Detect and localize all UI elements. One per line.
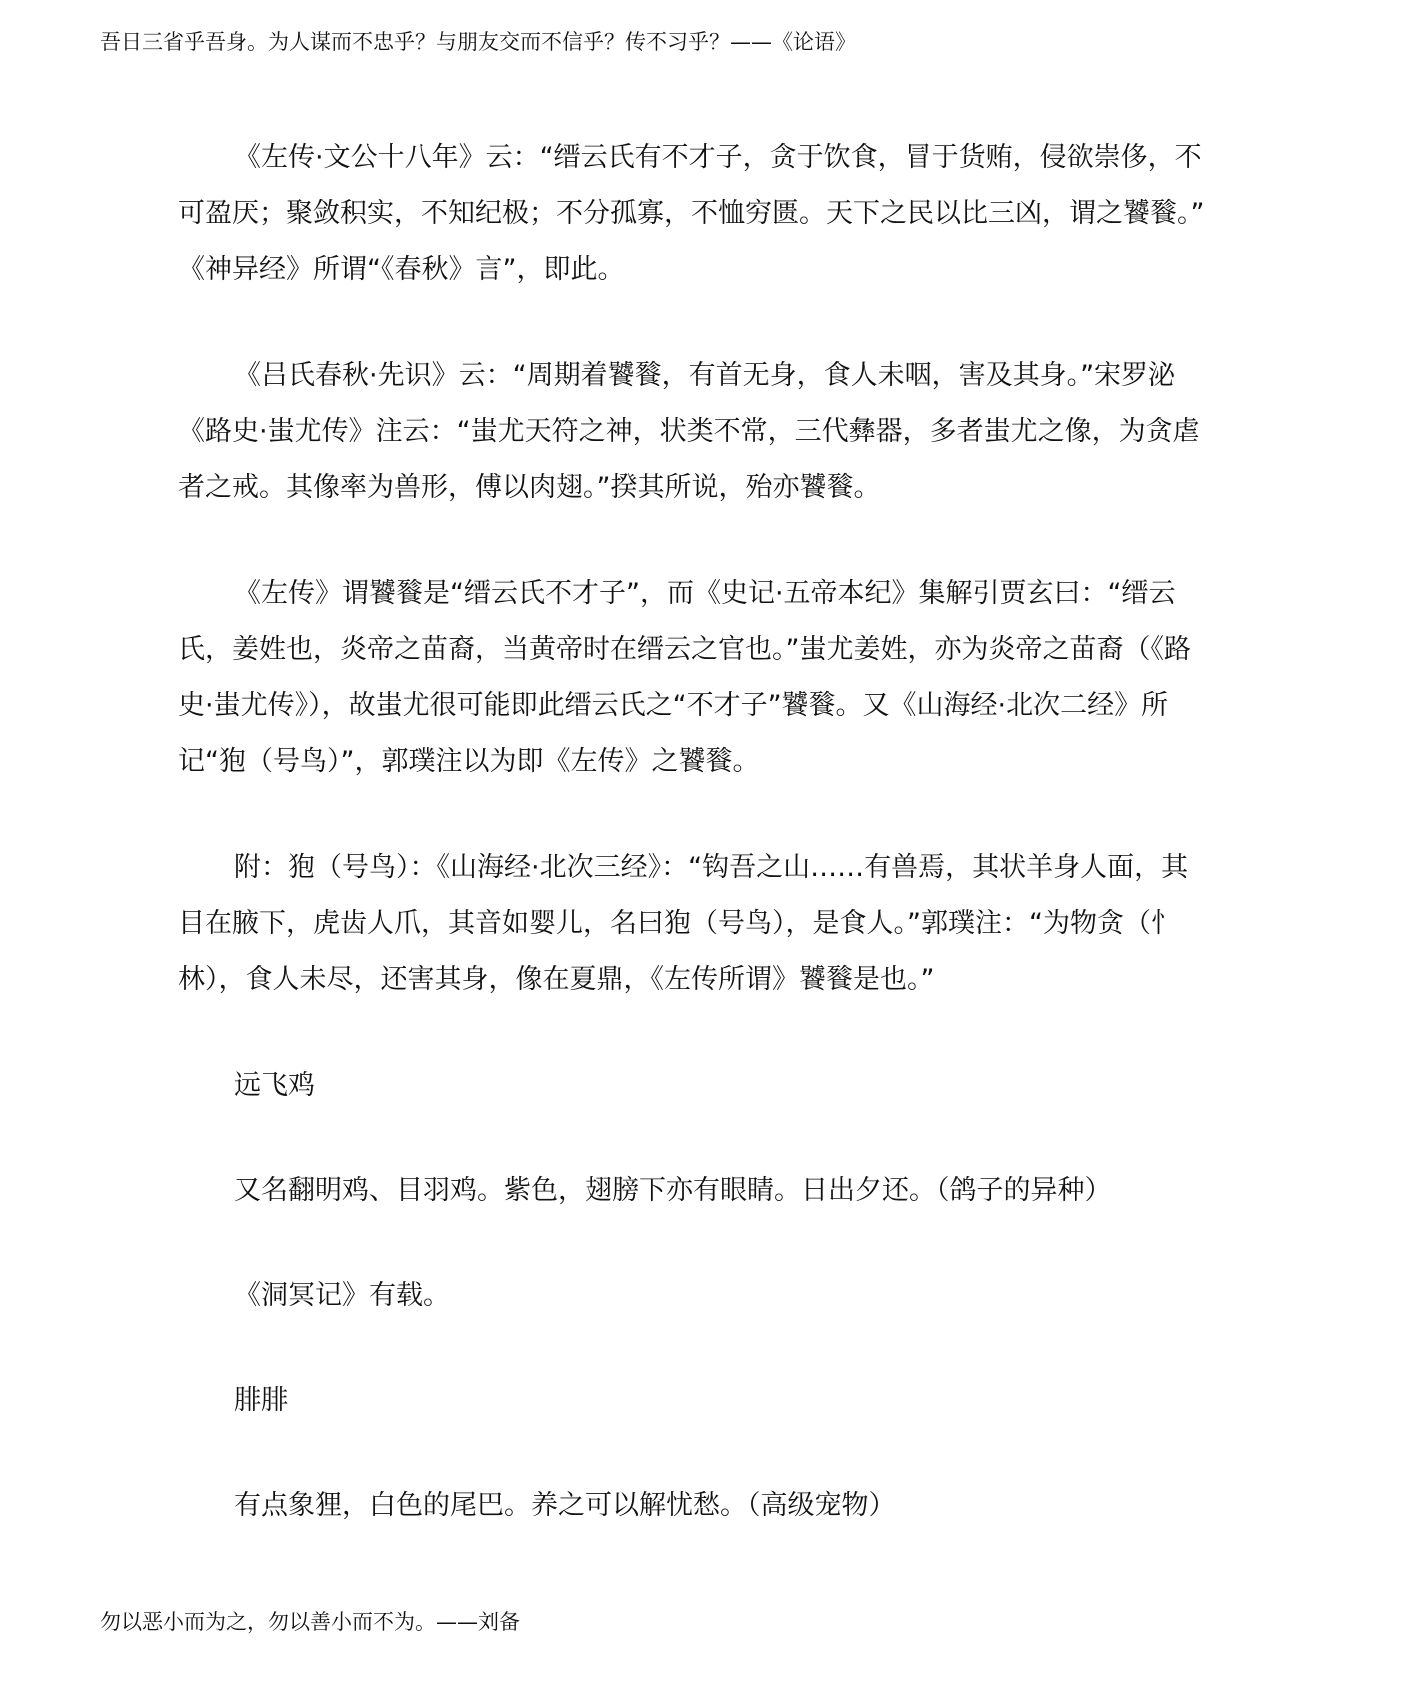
entry-description-yuanfeiji: [178, 1163, 1258, 1219]
paragraph-line: 《吕氏春秋·先识》云：“周期着饕餮，有首无身，食人未咽，害及其身。”宋罗泌: [234, 360, 1176, 391]
entry-text: 又名翻明鸡、目羽鸡。紫色，翅膀下亦有眼睛。日出夕还。（鸽子的异种）: [234, 1175, 1112, 1206]
entry-heading-feifei: [178, 1373, 1258, 1429]
paragraph-line: 记“狍（号鸟）”，郭璞注以为即《左传》之饕餮。: [178, 746, 760, 777]
entry-text: 《洞冥记》有载。: [234, 1280, 450, 1311]
entry-text: 有点象狸，白色的尾巴。养之可以解忧愁。（高级宠物）: [234, 1490, 896, 1521]
paragraph-line: 林），食人未尽，还害其身，像在夏鼎，《左传所谓》饕餮是也。”: [178, 964, 935, 995]
paragraph-line: 者之戒。其像率为兽形，傅以肉翅。”揆其所说，殆亦饕餮。: [178, 472, 881, 503]
entry-heading-yuanfeiji: [178, 1058, 1258, 1114]
paragraph-line: 《神异经》所谓“《春秋》言”，即此。: [178, 254, 625, 285]
paragraph-appendix-paoxiao: [178, 840, 1258, 1008]
header-quote: 吾日三省乎吾身。为人谋而不忠乎？与朋友交而不信乎？传不习乎？——《论语》: [100, 30, 856, 54]
paragraph-line: 《左传·文公十八年》云：“缙云氏有不才子，贪于饮食，冒于货贿，侵欲崇侈，不: [234, 142, 1202, 173]
paragraph-line: 可盈厌；聚敛积实，不知纪极；不分孤寡，不恤穷匮。天下之民以比三凶，谓之饕餮。”: [178, 198, 1205, 229]
paragraph-lvshi-chunqiu: [178, 348, 1258, 516]
paragraph-jinyunshi: [178, 566, 1258, 790]
paragraph-line: 史·蚩尤传》），故蚩尤很可能即此缙云氏之“不才子”饕餮。又《山海经·北次二经》所: [178, 690, 1169, 721]
paragraph-zuozhuan-wengong: [178, 130, 1258, 298]
paragraph-line: 附：狍（号鸟）：《山海经·北次三经》：“钩吾之山……有兽焉，其状羊身人面，其: [234, 852, 1189, 883]
entry-heading: 腓腓: [234, 1385, 288, 1416]
paragraph-line: 氏，姜姓也，炎帝之苗裔，当黄帝时在缙云之官也。”蚩尤姜姓，亦为炎帝之苗裔（《路: [178, 634, 1191, 665]
paragraph-line: 《左传》谓饕餮是“缙云氏不才子”，而《史记·五帝本纪》集解引贾玄曰：“缙云: [234, 578, 1176, 609]
paragraph-line: 《路史·蚩尤传》注云：“蚩尤天符之神，状类不常，三代彝器，多者蚩尤之像，为贪虐: [178, 416, 1200, 447]
entry-description-feifei: [178, 1478, 1258, 1534]
entry-heading: 远飞鸡: [234, 1070, 315, 1101]
paragraph-line: 目在腋下，虎齿人爪，其音如婴儿，名曰狍（号鸟），是食人。”郭璞注：“为物贪（忄: [178, 908, 1178, 939]
entry-source-dongmingji: [178, 1268, 1258, 1324]
footer-quote: 勿以恶小而为之，勿以善小而不为。——刘备: [100, 1610, 520, 1634]
